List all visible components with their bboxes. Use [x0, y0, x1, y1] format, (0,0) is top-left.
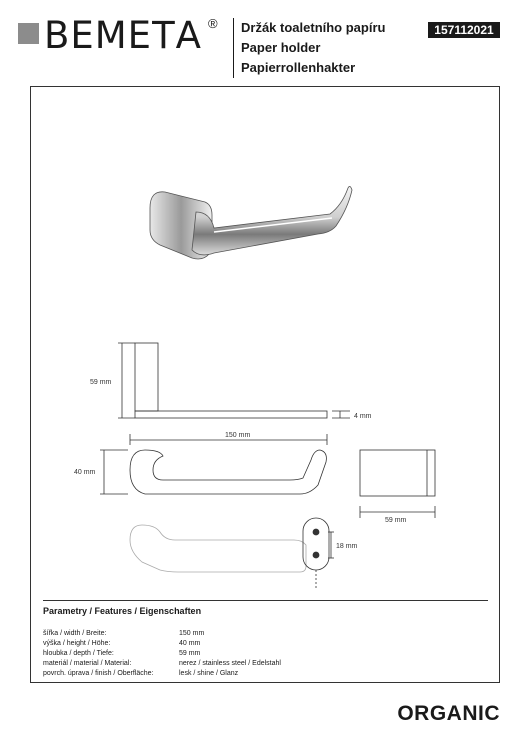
param-row-depth	[43, 649, 281, 659]
param-row-width	[43, 629, 281, 639]
title-german: Papierrollenhakter	[241, 60, 356, 75]
mount-plate	[303, 518, 329, 570]
dim-mount-label: 18 mm	[336, 543, 358, 550]
param-label: materiál / material / Material:	[43, 660, 132, 667]
parameters-divider	[43, 600, 488, 601]
param-label: výška / height / Höhe:	[43, 640, 111, 647]
logo-registered-mark: ®	[208, 16, 218, 31]
param-row-finish	[43, 669, 281, 679]
title-english: Paper holder	[241, 40, 321, 55]
param-label: hloubka / depth / Tiefe:	[43, 650, 114, 657]
param-row-material	[43, 659, 281, 669]
param-value: nerez / stainless steel / Edelstahl	[179, 660, 281, 667]
dim-height-label: 59 mm	[90, 379, 112, 386]
logo-text: ВЕМЕТА	[44, 14, 202, 57]
param-value: lesk / shine / Glanz	[179, 670, 239, 677]
end-view-outline	[360, 450, 435, 496]
screw-hole-bottom	[313, 552, 319, 558]
param-row-height	[43, 639, 281, 649]
rear-view-outline	[130, 525, 306, 572]
parameters-title: Parametry / Features / Eigenschaften	[43, 606, 202, 616]
side-view-plate	[135, 343, 158, 411]
collection-name: ORGANIC	[397, 702, 500, 725]
param-value: 59 mm	[179, 650, 201, 657]
param-value: 150 mm	[179, 630, 205, 637]
screw-hole-top	[313, 529, 319, 535]
param-label: povrch. úprava / finish / Oberfläche:	[43, 670, 154, 677]
product-code-badge: 157112021	[428, 22, 500, 38]
dim-depth-front-label: 40 mm	[74, 469, 96, 476]
param-label: šířka / width / Breite:	[43, 630, 107, 637]
title-czech: Držák toaletního papíru	[241, 20, 386, 35]
dim-width-label: 150 mm	[225, 432, 251, 439]
param-value: 40 mm	[179, 640, 201, 647]
dim-thickness-label: 4 mm	[354, 413, 372, 420]
dim-depth-side-label: 59 mm	[385, 517, 407, 524]
parameters-table	[43, 629, 281, 679]
front-view-outline	[130, 450, 326, 494]
side-view-arm	[135, 411, 327, 418]
